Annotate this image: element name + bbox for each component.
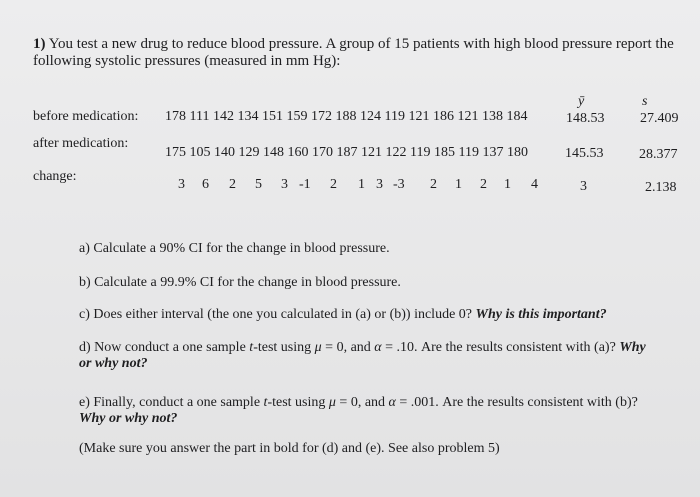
after-mean: 145.53	[565, 146, 604, 161]
change-value: 3	[376, 177, 383, 192]
before-label: before medication:	[33, 109, 139, 124]
change-value: 2	[330, 177, 337, 192]
change-value: 3	[281, 177, 288, 192]
before-sd: 27.409	[640, 111, 679, 126]
change-value: 1	[455, 177, 462, 192]
question-a: a) Calculate a 90% CI for the change in blood pressure.	[79, 241, 390, 256]
question-d-line-2: or why not?	[79, 356, 148, 371]
intro-line-1	[33, 36, 674, 53]
change-value: 2	[229, 177, 236, 192]
change-value: 2	[480, 177, 487, 192]
question-d-line-1: d) Now conduct a one sample t-test using μ = 0, and α = .10. Are the results consistent with (a)? Why	[79, 340, 646, 355]
change-value: -3	[393, 177, 405, 192]
sd-header: s	[642, 94, 648, 109]
before-values: 178 111 142 134 151 159 172 188 124 119 121 186 121 138 184	[165, 109, 528, 124]
question-c-emphasis: Why is this important?	[475, 307, 607, 322]
instructions-note: (Make sure you answer the part in bold for (d) and (e). See also problem 5)	[79, 441, 500, 456]
after-values: 175 105 140 129 148 160 170 187 121 122 119 185 119 137 180	[165, 145, 528, 160]
question-d	[79, 340, 646, 372]
change-value: 5	[255, 177, 262, 192]
change-value: 3	[178, 177, 185, 192]
question-c	[79, 307, 607, 323]
change-mean: 3	[580, 179, 587, 194]
question-e-line-2: Why or why not?	[79, 411, 178, 426]
alpha-symbol: α	[374, 340, 382, 355]
before-mean: 148.53	[566, 111, 605, 126]
alpha-symbol: α	[388, 395, 396, 410]
intro-text-1: You test a new drug to reduce blood pressure. A group of 15 patients with high blood pressure report the	[48, 36, 674, 52]
mu-symbol: μ	[328, 395, 336, 410]
mu-symbol: μ	[314, 340, 322, 355]
change-label: change:	[33, 169, 77, 184]
question-c-text: c) Does either interval (the one you calculated in (a) or (b)) include 0?	[79, 307, 472, 322]
problem-number: 1)	[33, 36, 46, 52]
after-sd: 28.377	[639, 147, 678, 162]
question-e-line-1: e) Finally, conduct a one sample t-test using μ = 0, and α = .001. Are the results consistent with (b)?	[79, 395, 638, 410]
change-value: 1	[504, 177, 511, 192]
change-sd: 2.138	[645, 180, 677, 195]
change-value: 4	[531, 177, 538, 192]
change-value: 1	[358, 177, 365, 192]
mean-header: ȳ	[578, 94, 585, 109]
change-value: 2	[430, 177, 437, 192]
after-label: after medication:	[33, 136, 129, 151]
change-value: -1	[299, 177, 311, 192]
question-b: b) Calculate a 99.9% CI for the change in blood pressure.	[79, 275, 401, 290]
question-e	[79, 395, 638, 427]
question-d-emphasis-1: Why	[619, 340, 646, 355]
problem-intro	[33, 36, 674, 70]
change-value: 6	[202, 177, 209, 192]
intro-line-2: following systolic pressures (measured in mm Hg):	[33, 53, 341, 69]
